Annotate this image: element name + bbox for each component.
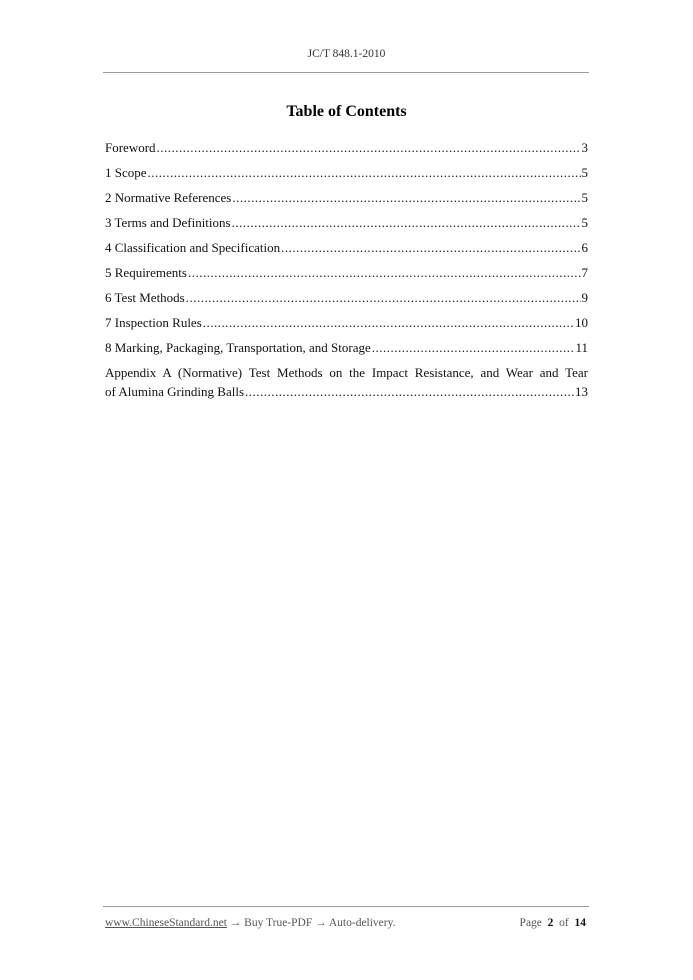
dot-leader (281, 238, 580, 257)
toc-entry-label: 6 Test Methods (105, 290, 185, 305)
toc-entry-page: 6 (581, 240, 588, 255)
toc-entry-page: 5 (581, 215, 588, 230)
toc-entry-label: Foreword (105, 140, 156, 155)
toc-entry-page: 5 (581, 165, 588, 180)
toc-entry-page: 9 (581, 290, 588, 305)
toc-entry-label: 3 Terms and Definitions (105, 215, 231, 230)
auto-delivery-text: Auto-delivery. (328, 917, 396, 929)
total-pages: 14 (574, 917, 586, 929)
table-of-contents (105, 138, 588, 407)
toc-entry-normative-references[interactable] (105, 188, 588, 207)
toc-entry-label-continued: of Alumina Grinding Balls (105, 384, 245, 399)
toc-entry-page: 5 (581, 190, 588, 205)
toc-entry-classification[interactable] (105, 238, 588, 257)
toc-entry-label: 2 Normative References (105, 190, 232, 205)
toc-entry-requirements[interactable] (105, 263, 588, 282)
dot-leader (188, 263, 581, 282)
footer-promo (105, 917, 396, 929)
dot-leader (148, 163, 581, 182)
dot-leader (372, 338, 575, 357)
dot-leader (232, 213, 581, 232)
toc-entry-appendix-a[interactable] (105, 363, 588, 401)
toc-title: Table of Contents (286, 103, 407, 120)
running-header: JC/T 848.1-2010 (307, 48, 386, 60)
page-word: Page (519, 917, 542, 929)
toc-entry-label: 8 Marking, Packaging, Transportation, and Storage (105, 340, 371, 355)
toc-entry-label: 7 Inspection Rules (105, 315, 202, 330)
toc-entry-page: 7 (581, 265, 588, 280)
arrow-right-icon: → (315, 917, 327, 929)
toc-entry-test-methods[interactable] (105, 288, 588, 307)
toc-entry-scope[interactable] (105, 163, 588, 182)
footer-divider (103, 906, 589, 907)
toc-entry-marking-packaging[interactable] (105, 338, 588, 357)
toc-entry-page: 10 (575, 315, 588, 330)
dot-leader (157, 138, 581, 157)
toc-entry-label: 5 Requirements (105, 265, 187, 280)
toc-entry-label: 1 Scope (105, 165, 147, 180)
toc-entry-page: 11 (575, 340, 588, 355)
toc-entry-inspection-rules[interactable] (105, 313, 588, 332)
header-divider (103, 72, 589, 73)
toc-entry-page: 3 (581, 140, 588, 155)
dot-leader (245, 382, 574, 401)
current-page: 2 (547, 917, 554, 929)
of-word: of (559, 917, 569, 929)
page-number (520, 917, 586, 929)
site-link[interactable]: www.ChineseStandard.net (105, 917, 227, 929)
toc-entry-label: Appendix A (Normative) Test Methods on the Impact Resistance, and Wear and Tear (105, 365, 588, 380)
dot-leader (232, 188, 580, 207)
arrow-right-icon: → (229, 917, 242, 929)
toc-entry-page: 13 (575, 384, 588, 399)
toc-entry-foreword[interactable] (105, 138, 588, 157)
toc-entry-label: 4 Classification and Specification (105, 240, 281, 255)
page-footer (105, 917, 586, 929)
dot-leader (186, 288, 581, 307)
buy-true-pdf-text: Buy True-PDF (244, 917, 313, 929)
toc-entry-second-line (105, 382, 588, 401)
toc-entry-terms-definitions[interactable] (105, 213, 588, 232)
dot-leader (203, 313, 574, 332)
